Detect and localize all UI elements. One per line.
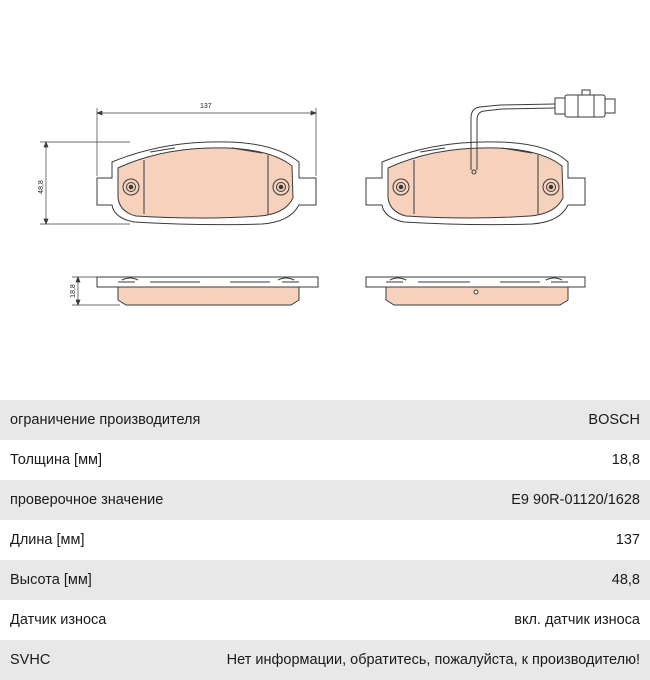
spec-value: Нет информации, обратитесь, пожалуйста, к производителю!	[226, 652, 640, 668]
spec-row-svhc	[0, 640, 650, 680]
spec-label: Датчик износа	[10, 612, 107, 628]
spec-label: Длина [мм]	[10, 532, 85, 548]
spec-value: 48,8	[611, 572, 640, 588]
left-pad-front-view	[97, 142, 316, 225]
dimension-height-label: 48,8	[38, 180, 45, 194]
spec-label: ограничение производителя	[10, 412, 201, 428]
right-pad-top-view	[366, 277, 585, 305]
spec-row-height	[0, 560, 650, 600]
dimension-thickness-label: 18,8	[70, 284, 77, 298]
spec-row-manufacturer	[0, 400, 650, 440]
spec-row-wear-sensor	[0, 600, 650, 640]
spec-value: 18,8	[611, 452, 640, 468]
spec-label: Высота [мм]	[10, 572, 92, 588]
dimension-height	[40, 142, 130, 224]
dimension-length-label: 137	[200, 103, 212, 110]
spec-value: вкл. датчик износа	[514, 612, 640, 628]
spec-value: BOSCH	[588, 412, 640, 428]
spec-value: 137	[615, 532, 640, 548]
spec-row-thickness	[0, 440, 650, 480]
right-pad-front-view	[366, 90, 615, 225]
left-pad-top-view	[97, 277, 318, 305]
spec-label: Толщина [мм]	[10, 452, 103, 468]
spec-label: SVHC	[10, 652, 51, 668]
spec-value: E9 90R-01120/1628	[511, 492, 640, 508]
spec-row-length	[0, 520, 650, 560]
wear-sensor-connector	[555, 98, 565, 114]
spec-label: проверочное значение	[10, 492, 164, 508]
specifications-table	[0, 400, 650, 680]
spec-row-test-mark	[0, 480, 650, 520]
